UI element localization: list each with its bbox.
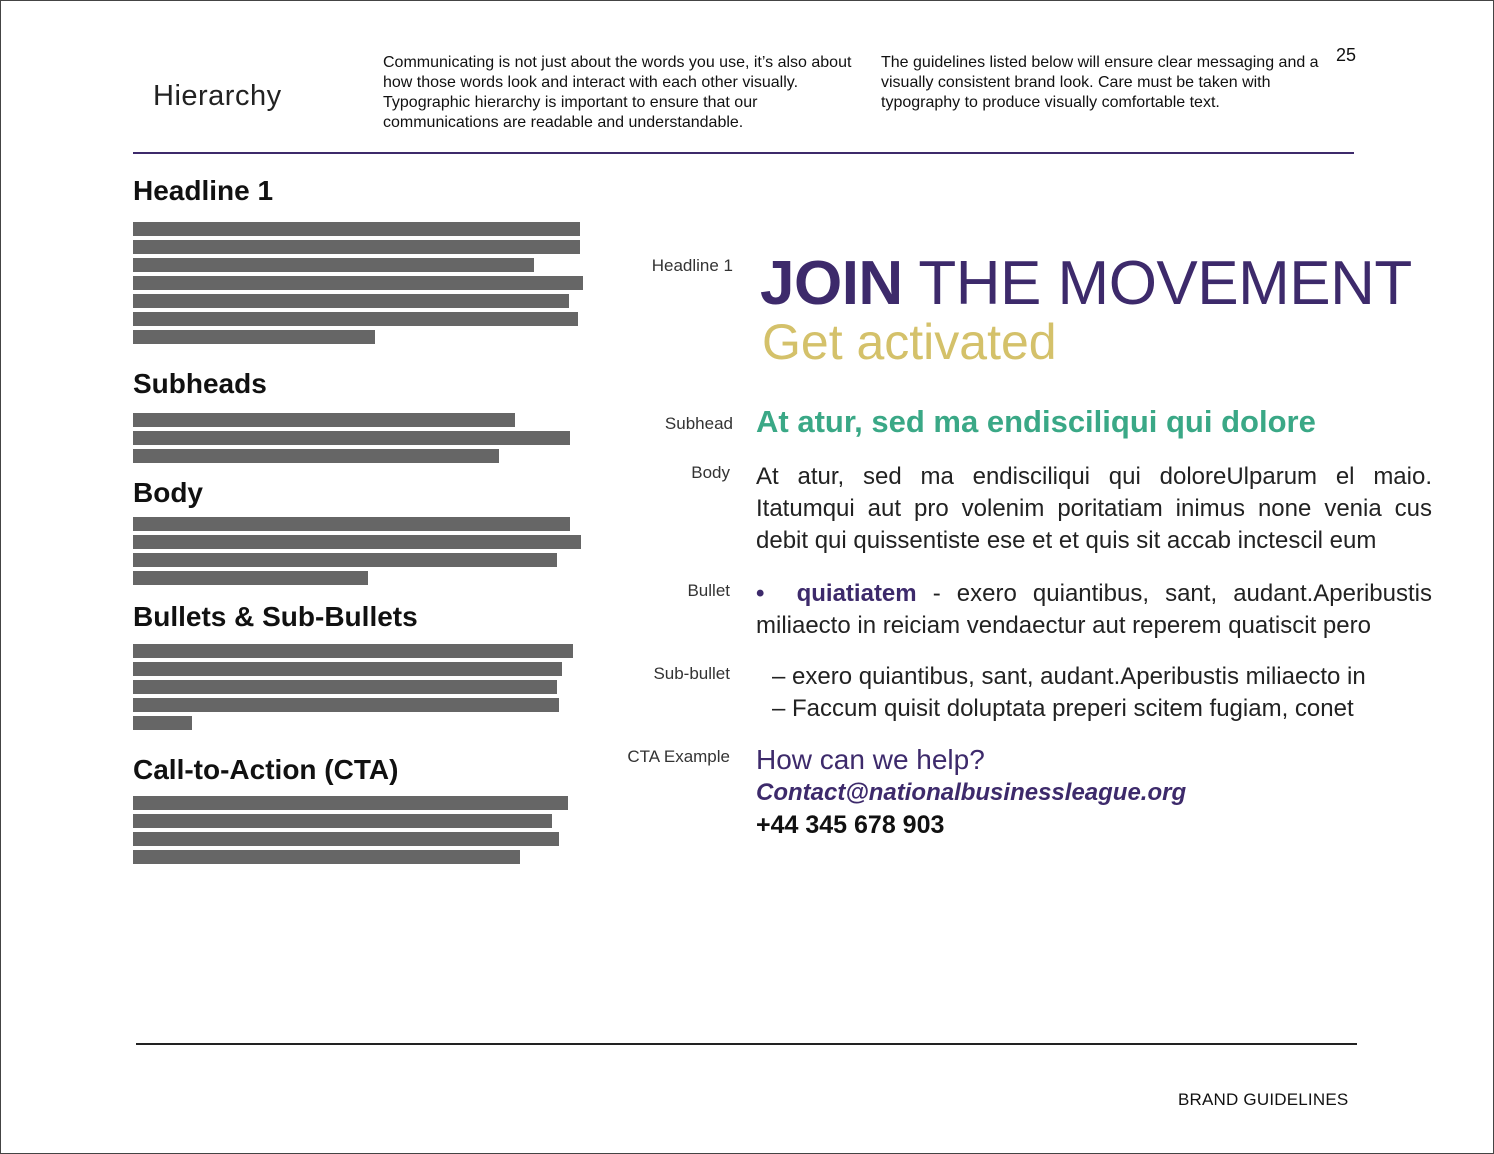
section-title: Hierarchy [153, 80, 282, 112]
placeholder-bar [133, 716, 192, 730]
placeholder-bar [133, 535, 581, 549]
left-heading-subheads: Subheads [133, 368, 267, 399]
placeholder-bar [133, 553, 557, 567]
placeholder-bar [133, 449, 499, 463]
placeholder-bar [133, 312, 578, 326]
bullet-text: - exero quiantibus, sant, audant.Aperibustis miliaecto in reiciam vendaectur aut reperem quatiscit pero [756, 580, 1433, 639]
cta-question: How can we help? [756, 744, 985, 775]
headline-rest: THE MOVEMENT [902, 249, 1412, 318]
label-headline: Headline 1 [651, 256, 733, 275]
placeholder-bar [133, 832, 559, 846]
placeholder-bar [133, 294, 569, 308]
placeholder-bar [133, 222, 580, 236]
left-heading-bullets: Bullets & Sub-Bullets [133, 601, 418, 632]
placeholder-bar [133, 413, 515, 427]
headline-bold-word: JOIN [760, 249, 903, 318]
intro-paragraph-right: The guidelines listed below will ensure clear messaging and a visually consistent brand look. Care must be taken with typography to produce visually comfortable text. [881, 54, 1319, 111]
placeholder-bar [133, 680, 557, 694]
left-heading-body: Body [133, 477, 203, 508]
example-bullet [756, 578, 1432, 642]
bullet-keyword: quiatiatem [796, 580, 917, 607]
example-sub-bullet: – exero quiantibus, sant, audant.Aperibustis miliaecto in [772, 663, 1366, 690]
label-bullet: Bullet [687, 581, 730, 600]
left-heading-cta: Call-to-Action (CTA) [133, 754, 399, 785]
footer-divider [136, 1043, 1357, 1045]
example-body: At atur, sed ma endisciliqui qui doloreUlparum el maio. Itatumqui aut pro volenim poritatiam inimus none venia cus debit qui quissentiste ese et et quis sit accab inctescil eum [756, 463, 1432, 554]
placeholder-bar [133, 644, 573, 658]
example-headline-secondary: Get activated [762, 314, 1057, 370]
placeholder-bar [133, 662, 562, 676]
placeholder-bar [133, 276, 583, 290]
placeholder-bar [133, 258, 534, 272]
placeholder-bar [133, 517, 570, 531]
placeholder-bar [133, 571, 368, 585]
placeholder-bar [133, 814, 552, 828]
label-sub-bullet: Sub-bullet [653, 664, 730, 683]
placeholder-bar [133, 240, 580, 254]
example-subhead: At atur, sed ma endisciliqui qui dolore [756, 404, 1316, 439]
label-cta: CTA Example [627, 747, 730, 766]
example-headline [760, 248, 1412, 319]
placeholder-bar [133, 796, 568, 810]
footer-label: BRAND GUIDELINES [1178, 1090, 1349, 1109]
left-heading-headline: Headline 1 [133, 175, 274, 206]
cta-email-link[interactable]: Contact@nationalbusinessleague.org [756, 779, 1187, 806]
bullet-icon: • [756, 580, 765, 607]
placeholder-bar [133, 850, 520, 864]
intro-paragraph-left: Communicating is not just about the words you use, it’s also about how those words look and interact with each other visually. Typographic hierarchy is important to ensure that our communications are readable and understandable. [383, 54, 852, 131]
example-sub-bullet: – Faccum quisit doluptata preperi scitem fugiam, conet [772, 695, 1354, 722]
placeholder-bar [133, 330, 375, 344]
header-divider [133, 152, 1354, 154]
page-number: 25 [1336, 45, 1357, 65]
cta-phone: +44 345 678 903 [756, 811, 945, 839]
placeholder-bar [133, 431, 570, 445]
placeholder-bar [133, 698, 559, 712]
label-subhead: Subhead [664, 414, 733, 433]
label-body: Body [691, 463, 730, 482]
